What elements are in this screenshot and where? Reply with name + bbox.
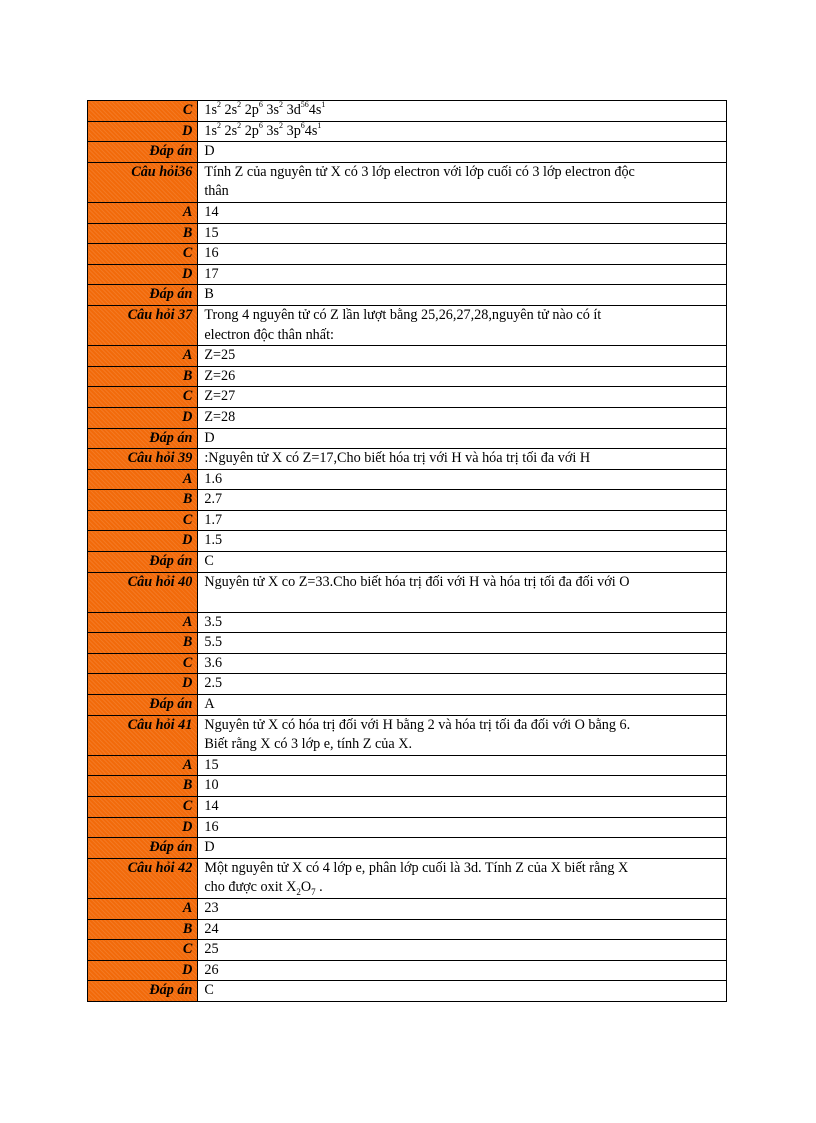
row-value bbox=[198, 223, 727, 244]
row-value bbox=[198, 490, 727, 511]
row-value bbox=[198, 940, 727, 961]
table-row bbox=[88, 715, 727, 755]
table-row bbox=[88, 898, 727, 919]
row-label: D bbox=[88, 531, 198, 552]
row-label: Đáp án bbox=[88, 838, 198, 859]
row-label: A bbox=[88, 755, 198, 776]
table-row bbox=[88, 264, 727, 285]
row-label: Câu hỏi 39 bbox=[88, 449, 198, 470]
table-row bbox=[88, 387, 727, 408]
row-value bbox=[198, 469, 727, 490]
row-value bbox=[198, 162, 727, 202]
row-text: D bbox=[204, 143, 215, 160]
table-row bbox=[88, 346, 727, 367]
row-value bbox=[198, 674, 727, 695]
table-row bbox=[88, 223, 727, 244]
row-text: $1s^2$ $2s^2$ $2p^6$ $3s^2$ $3d^{56}4s^1$ bbox=[204, 100, 326, 118]
row-label: A bbox=[88, 612, 198, 633]
row-label: D bbox=[88, 817, 198, 838]
row-text: 3.5 bbox=[204, 613, 223, 630]
row-label: Đáp án bbox=[88, 695, 198, 716]
row-label: C bbox=[88, 940, 198, 961]
table-row bbox=[88, 244, 727, 265]
row-text: 15 bbox=[204, 756, 219, 773]
row-text: 14 bbox=[204, 798, 219, 814]
row-text: :Nguyên tử X có Z=17,Cho biết hóa trị với H và hóa trị tối đa với H bbox=[204, 450, 591, 467]
row-label: B bbox=[88, 490, 198, 511]
table-row bbox=[88, 776, 727, 797]
row-text: 16 bbox=[204, 245, 219, 262]
table-row bbox=[88, 162, 727, 202]
row-value bbox=[198, 797, 727, 818]
row-label: D bbox=[88, 960, 198, 981]
row-label: Đáp án bbox=[88, 428, 198, 449]
row-value bbox=[198, 285, 727, 306]
row-label: A bbox=[88, 898, 198, 919]
row-text: Z=28 bbox=[204, 408, 236, 425]
row-value bbox=[198, 387, 727, 408]
row-text: A bbox=[204, 696, 215, 713]
row-value bbox=[198, 202, 727, 223]
row-text: D bbox=[204, 429, 215, 446]
row-label: B bbox=[88, 223, 198, 244]
row-value bbox=[198, 346, 727, 367]
table-row bbox=[88, 695, 727, 716]
row-label: B bbox=[88, 633, 198, 654]
row-value bbox=[198, 633, 727, 654]
row-value bbox=[198, 407, 727, 428]
row-label: D bbox=[88, 264, 198, 285]
row-label: Đáp án bbox=[88, 552, 198, 573]
row-value bbox=[198, 838, 727, 859]
table-row bbox=[88, 981, 727, 1002]
row-text: 5.5 bbox=[204, 634, 223, 651]
row-text: $1s^2$ $2s^2$ $2p^6$ $3s^2$ $3p^64s^1$ bbox=[204, 120, 322, 139]
row-text: 25 bbox=[204, 941, 219, 958]
row-text: Z=26 bbox=[204, 367, 236, 384]
row-value bbox=[198, 305, 727, 345]
row-text: 2.5 bbox=[204, 675, 223, 692]
row-text: 14 bbox=[204, 203, 219, 220]
table-row bbox=[88, 469, 727, 490]
row-label: C bbox=[88, 101, 198, 122]
table-row bbox=[88, 285, 727, 306]
table-row bbox=[88, 940, 727, 961]
row-label: D bbox=[88, 121, 198, 142]
table-row bbox=[88, 674, 727, 695]
row-text: Z=27 bbox=[204, 388, 236, 405]
row-value bbox=[198, 531, 727, 552]
row-text: Tính Z của nguyên tử X có 3 lớp electron với lớp cuối có 3 lớp electron độc thân bbox=[204, 163, 635, 200]
row-value bbox=[198, 572, 727, 612]
row-value bbox=[198, 101, 727, 122]
row-value bbox=[198, 919, 727, 940]
row-text: 15 bbox=[204, 224, 219, 241]
row-text: 23 bbox=[204, 899, 219, 916]
row-label: D bbox=[88, 674, 198, 695]
row-text: 16 bbox=[204, 818, 219, 835]
row-label: Câu hỏi36 bbox=[88, 162, 198, 202]
row-value bbox=[198, 898, 727, 919]
row-value bbox=[198, 428, 727, 449]
table-row bbox=[88, 755, 727, 776]
row-label: B bbox=[88, 919, 198, 940]
row-text: C bbox=[204, 553, 214, 570]
table-row bbox=[88, 531, 727, 552]
row-value bbox=[198, 960, 727, 981]
table-row bbox=[88, 919, 727, 940]
row-text: 24 bbox=[204, 920, 219, 937]
row-value bbox=[198, 264, 727, 285]
quiz-table bbox=[87, 100, 727, 1002]
row-value bbox=[198, 510, 727, 531]
table-row bbox=[88, 612, 727, 633]
row-label: C bbox=[88, 797, 198, 818]
row-text: D bbox=[204, 839, 215, 856]
row-text: C bbox=[204, 982, 214, 999]
table-row bbox=[88, 817, 727, 838]
row-value bbox=[198, 121, 727, 142]
table-row bbox=[88, 653, 727, 674]
table-row bbox=[88, 121, 727, 142]
row-value bbox=[198, 715, 727, 755]
row-text: B bbox=[204, 286, 214, 303]
row-label: A bbox=[88, 469, 198, 490]
table-row bbox=[88, 428, 727, 449]
row-label: A bbox=[88, 346, 198, 367]
table-row bbox=[88, 449, 727, 470]
row-label: Đáp án bbox=[88, 981, 198, 1002]
row-text: Z=25 bbox=[204, 347, 236, 364]
row-label: Đáp án bbox=[88, 142, 198, 163]
table-row bbox=[88, 552, 727, 573]
row-text: Trong 4 nguyên tử có Z lần lượt bằng 25,26,27,28,nguyên tử nào có ít electron độc thân nhất: bbox=[204, 306, 602, 343]
row-label: C bbox=[88, 387, 198, 408]
row-text: Nguyên tử X có hóa trị đối với H bằng 2 và hóa trị tối đa đối với O bằng 6. Biết rằng X có 3 lớp e, tính Z của X. bbox=[204, 716, 631, 753]
row-value bbox=[198, 981, 727, 1002]
row-value bbox=[198, 366, 727, 387]
row-label: Câu hỏi 42 bbox=[88, 858, 198, 898]
table-row bbox=[88, 407, 727, 428]
row-label: A bbox=[88, 202, 198, 223]
row-label: B bbox=[88, 366, 198, 387]
row-value bbox=[198, 653, 727, 674]
row-text: 2.7 bbox=[204, 491, 223, 508]
table-row bbox=[88, 305, 727, 345]
row-text: Một nguyên tử X có 4 lớp e, phân lớp cuối là 3d. Tính Z của X biết rằng X cho được oxit $X_2O_7$ . bbox=[204, 859, 629, 898]
table-row bbox=[88, 142, 727, 163]
row-label: C bbox=[88, 244, 198, 265]
row-value bbox=[198, 552, 727, 573]
table-row bbox=[88, 858, 727, 898]
row-text: 3.6 bbox=[204, 654, 223, 671]
row-value bbox=[198, 142, 727, 163]
row-label: Đáp án bbox=[88, 285, 198, 306]
row-text: 10 bbox=[204, 777, 219, 794]
row-text: 17 bbox=[204, 265, 219, 282]
row-label: C bbox=[88, 653, 198, 674]
table-row bbox=[88, 633, 727, 654]
row-label: D bbox=[88, 407, 198, 428]
row-value bbox=[198, 817, 727, 838]
table-row bbox=[88, 960, 727, 981]
row-label: B bbox=[88, 776, 198, 797]
table-row bbox=[88, 572, 727, 612]
row-value bbox=[198, 612, 727, 633]
row-label: Câu hỏi 41 bbox=[88, 715, 198, 755]
row-value bbox=[198, 858, 727, 898]
row-label: C bbox=[88, 510, 198, 531]
row-value bbox=[198, 449, 727, 470]
row-value bbox=[198, 244, 727, 265]
row-text: 1.7 bbox=[204, 511, 223, 528]
row-label: Câu hỏi 37 bbox=[88, 305, 198, 345]
row-text: 26 bbox=[204, 961, 219, 978]
table-row bbox=[88, 838, 727, 859]
table-row bbox=[88, 101, 727, 122]
row-label: Câu hỏi 40 bbox=[88, 572, 198, 612]
quiz-table-body bbox=[88, 101, 727, 1002]
row-text: 1.5 bbox=[204, 532, 223, 549]
row-value bbox=[198, 776, 727, 797]
table-row bbox=[88, 366, 727, 387]
row-text: 1.6 bbox=[204, 470, 223, 487]
table-row bbox=[88, 797, 727, 818]
row-value bbox=[198, 755, 727, 776]
table-row bbox=[88, 510, 727, 531]
row-text: Nguyên tử X co Z=33.Cho biết hóa trị đối với H và hóa trị tối đa đối với O bbox=[204, 573, 630, 590]
row-value bbox=[198, 695, 727, 716]
table-row bbox=[88, 202, 727, 223]
table-row bbox=[88, 490, 727, 511]
